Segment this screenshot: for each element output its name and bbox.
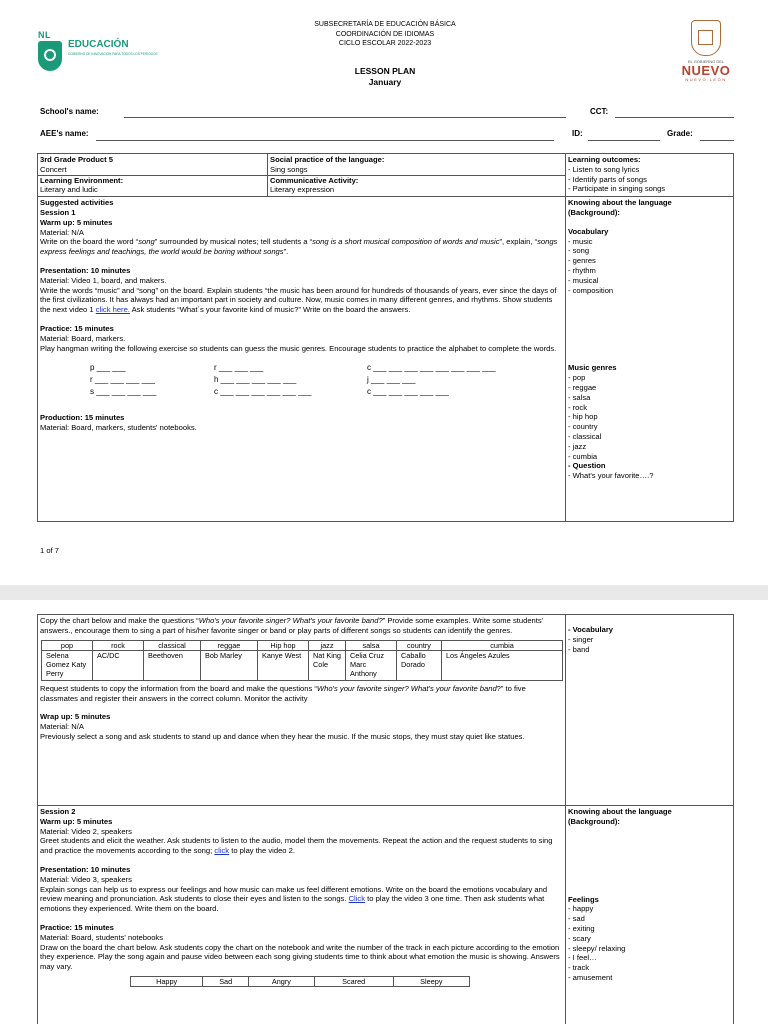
coat-of-arms-icon: [691, 20, 721, 56]
vocabulary-item: - musical: [568, 275, 599, 285]
cct-field[interactable]: [615, 117, 734, 118]
genre-header: salsa: [346, 640, 397, 650]
emotion-header: Happy: [131, 976, 203, 986]
genre-header: Hip hop: [258, 640, 309, 650]
genre-item: - reggae: [568, 382, 597, 392]
presentation-instructions: Explain songs can help us to express our feelings and how music can make us feel different emotions. Write on the board the emotions vocabulary and review meaning and pronunciation. Ask students to close their eyes and listen to the songs. Click to play the video 3 one time. Then ask students what emotions they experienced. Write them on the board.: [40, 884, 548, 914]
background-heading: (Background):: [568, 207, 620, 217]
copy-chart-instructions: Copy the chart below and make the questions “Who's your favorite singer? What's your favorite band?” Provide some examples. Write some students' answers., encourage them to sing a part of his/her favorite singer or band or play parts of different songs so students can identify the genres.: [40, 616, 544, 635]
hangman-word: c ___ ___ ___ ___ ___ ___ ___ ___: [367, 363, 496, 373]
practice-instructions: Draw on the board the chart below. Ask students copy the chart on the notebook and write the number of the track in each picture according to the emotion they experience. Play the song again and pause video between each song giving students time to think about what emotion the music is showing. Answers may vary.: [40, 942, 560, 972]
vocabulary-heading: Vocabulary: [568, 226, 609, 236]
genre-example-cell: Celia Cruz Marc Anthony: [346, 650, 397, 680]
feelings-item: - happy: [568, 904, 594, 914]
warmup-instructions: Greet students and elicit the weather. Ask students to listen to the audio, model them the movements. Repeat the action and the request students to sing and practice the movements according to the song; click to play the video 2.: [40, 836, 553, 856]
warmup-heading: Warm up: 5 minutes: [40, 816, 113, 826]
video-2-link[interactable]: click: [214, 846, 230, 856]
genre-item: - pop: [568, 373, 586, 383]
nuevo-leon-text: NUEVO LEÓN: [685, 77, 727, 82]
genre-header: reggae: [201, 640, 258, 650]
educacion-logo: [38, 30, 158, 76]
product-cell: [38, 154, 268, 197]
request-instructions: Request students to copy the information from the board and make the questions “Who's your favorite singer? What's your favorite band?” to five classmates and register their answers in the correct column. Monitor the activity: [40, 683, 526, 703]
feelings-item: - exiting: [568, 923, 595, 933]
wrapup-instructions: Previously select a song and ask students to stand up and dance when they hear the music. If the music stops, they must stay quiet like statues.: [40, 732, 525, 742]
genre-header: cumbia: [442, 640, 563, 650]
vocabulary-item: - rhythm: [568, 265, 596, 275]
school-name-label: School's name:: [40, 107, 99, 116]
practice-instructions: Play hangman writing the following exercise so students can guess the music genres. Encourage students to practice the alphabet to complete the words.: [40, 343, 557, 353]
communicative-activity-label: Communicative Activity:: [270, 175, 359, 185]
id-field[interactable]: [588, 140, 660, 141]
nuevo-leon-logo: [674, 20, 738, 90]
production-heading: Production: 15 minutes: [40, 413, 125, 423]
session-1-continued-cell: [38, 615, 566, 806]
header-line-3: CICLO ESCOLAR 2022-2023: [338, 40, 432, 47]
nuevo-text: NUEVO: [681, 63, 731, 78]
emotion-header: Angry: [249, 976, 315, 986]
feelings-item: - scary: [568, 933, 591, 943]
learning-outcomes-cell: [566, 154, 734, 197]
gov-text: EL GOBIERNO DEL: [687, 59, 725, 64]
practice-heading: Practice: 15 minutes: [40, 922, 114, 932]
suggested-activities-heading: Suggested activities: [40, 198, 114, 208]
vocabulary-item: - genres: [568, 256, 596, 266]
educacion-logo-subtitle: GOBIERNO DE INNOVACIÓN PARA TODOS LOS PERIODOS: [68, 52, 158, 56]
genre-example-cell: Los Ángeles Azules: [442, 650, 563, 680]
vocabulary-item: - music: [568, 236, 593, 246]
video-3-link[interactable]: Click: [348, 894, 366, 904]
genre-item: - rock: [568, 402, 587, 412]
genre-header: jazz: [309, 640, 346, 650]
production-material: Material: Board, markers, students' notebooks.: [40, 423, 197, 433]
wrapup-material: Material: N/A: [40, 722, 84, 732]
vocabulary-item: - song: [568, 246, 590, 256]
genre-examples-table: [41, 640, 563, 681]
nl-logo-text: NL: [38, 30, 51, 40]
warmup-heading: Warm up: 5 minutes: [40, 217, 113, 227]
genre-header: pop: [42, 640, 93, 650]
learning-outcome-item: - Identify parts of songs: [568, 174, 647, 184]
page-number: 1 of 7: [40, 546, 59, 555]
session-1-activities-cell: [38, 197, 566, 522]
vocabulary-item: - singer: [568, 634, 594, 644]
emotion-header: Sad: [203, 976, 249, 986]
presentation-heading: Presentation: 10 minutes: [40, 864, 131, 874]
feelings-item: - I feel…: [568, 953, 597, 963]
learning-outcome-item: - Participate in singing songs: [568, 184, 666, 194]
presentation-material: Material: Video 1, board, and makers.: [40, 275, 167, 285]
knowing-language-heading: Knowing about the language: [568, 198, 672, 208]
grade-label: Grade:: [667, 129, 693, 138]
cct-label: CCT:: [590, 107, 609, 116]
knowing-language-heading: Knowing about the language: [568, 807, 672, 816]
genre-item: - classical: [568, 431, 602, 441]
learning-outcome-item: - Listen to song lyrics: [568, 164, 640, 174]
school-name-field[interactable]: [124, 117, 566, 118]
music-genres-heading: Music genres: [568, 363, 617, 373]
document-header: [250, 20, 520, 87]
communicative-activity-value: Literary expression: [270, 185, 335, 195]
feelings-item: - sad: [568, 914, 585, 924]
feelings-item: - amusement: [568, 972, 613, 982]
genre-item: - hip hop: [568, 412, 598, 422]
genre-example-cell: Nat King Cole: [309, 650, 346, 680]
hangman-word: j ___ ___ ___: [367, 375, 416, 385]
hangman-word: c ___ ___ ___ ___ ___: [367, 387, 449, 397]
vocabulary-continued-cell: [566, 615, 734, 806]
presentation-heading: Presentation: 10 minutes: [40, 265, 131, 275]
emotion-header: Sleepy: [393, 976, 469, 986]
knowing-language-cell: [566, 197, 734, 522]
genre-header: rock: [93, 640, 144, 650]
education-badge-icon: [38, 41, 62, 71]
genre-header: classical: [144, 640, 201, 650]
genre-header: country: [397, 640, 442, 650]
hangman-word: h ___ ___ ___ ___ ___: [214, 375, 297, 385]
vocabulary-item: - composition: [568, 285, 614, 295]
genre-item: - country: [568, 422, 598, 432]
emotions-table: [130, 976, 470, 987]
aee-name-field[interactable]: [96, 140, 554, 141]
wrapup-heading: Wrap up: 5 minutes: [40, 712, 111, 722]
page-gap: [0, 585, 768, 600]
genre-example-cell: Caballo Dorado: [397, 650, 442, 680]
genre-item: - jazz: [568, 441, 587, 451]
question-heading: - Question: [568, 461, 606, 471]
genre-example-cell: Selena Gomez Katy Perry: [42, 650, 93, 680]
video-1-link[interactable]: click here.: [95, 305, 130, 315]
hangman-word: c ___ ___ ___ ___ ___ ___: [214, 387, 312, 397]
hangman-exercise: [40, 353, 563, 395]
genre-example-cell: Beethoven: [144, 650, 201, 680]
hangman-word: p ___ ___: [90, 363, 126, 373]
genre-example-cell: AC/DC: [93, 650, 144, 680]
session-2-activities-cell: [38, 806, 566, 1024]
lesson-plan-month: January: [368, 76, 402, 87]
genre-example-cell: Bob Marley: [201, 650, 258, 680]
educacion-logo-text: EDUCACIÓN: [68, 39, 129, 50]
social-practice-label: Social practice of the language:: [270, 155, 385, 164]
hangman-word: s ___ ___ ___ ___: [90, 387, 157, 397]
grade-field[interactable]: [700, 140, 734, 141]
practice-heading: Practice: 15 minutes: [40, 323, 114, 333]
hangman-word: r ___ ___ ___ ___: [90, 375, 155, 385]
social-practice-cell: [268, 154, 566, 197]
warmup-instructions: Write on the board the word “song” surrounded by musical notes; tell students a “song is a short musical composition of words and music”, explain, “songs express feelings and teachings, the world would be boring without songs”.: [40, 237, 558, 257]
session-2-knowing-cell: [566, 806, 734, 1024]
learning-outcomes-label: Learning outcomes:: [568, 155, 641, 164]
id-label: ID:: [572, 129, 583, 138]
feelings-heading: Feelings: [568, 894, 599, 904]
social-practice-value: Sing songs: [270, 164, 308, 174]
vocabulary-heading: - Vocabulary: [568, 625, 614, 634]
lesson-table-continued: [37, 614, 734, 1024]
learning-environment-value: Literary and ludic: [40, 185, 98, 195]
aee-name-label: AEE's name:: [40, 129, 89, 138]
practice-material: Material: Board, students' notebooks: [40, 932, 164, 942]
product-label: 3rd Grade Product 5: [40, 155, 114, 164]
feelings-item: - sleepy/ relaxing: [568, 943, 626, 953]
lesson-plan-title: LESSON PLAN: [354, 65, 416, 76]
warmup-material: Material: N/A: [40, 227, 84, 237]
product-value: Concert: [40, 164, 67, 174]
warmup-material: Material: Video 2, speakers: [40, 826, 132, 836]
session-1-heading: Session 1: [40, 207, 76, 217]
genre-example-cell: Kanye West: [258, 650, 309, 680]
genre-item: - salsa: [568, 392, 591, 402]
genre-item: - cumbia: [568, 451, 598, 461]
lesson-table: [37, 153, 734, 522]
session-2-heading: Session 2: [40, 807, 76, 816]
question-item: - What's your favorite….?: [568, 471, 654, 481]
feelings-item: - track: [568, 963, 590, 973]
header-line-2: COORDINACIÓN DE IDIOMAS: [335, 30, 435, 38]
vocabulary-item: - band: [568, 644, 590, 654]
emotion-header: Scared: [314, 976, 393, 986]
header-line-1: SUBSECRETARÍA DE EDUCACIÓN BÁSICA: [314, 21, 456, 28]
practice-material: Material: Board, markers.: [40, 333, 126, 343]
background-heading: (Background):: [568, 816, 620, 826]
page-2: [0, 600, 768, 1024]
learning-environment-label: Learning Environment:: [40, 175, 124, 185]
presentation-instructions: Write the words “music” and “song” on the board. Explain students “the music has been around for hundreds of thousands of years, ever since the days of the first civilizations. It has always had an important part in society and culture. Now, music comes in many different genres, and rhythms. Show students the next video 1 click here. Ask students “What´s your favorite kind of music?” Write on the board the answers.: [40, 285, 557, 315]
presentation-material: Material: Video 3, speakers: [40, 874, 132, 884]
hangman-word: r ___ ___ ___: [214, 363, 264, 373]
